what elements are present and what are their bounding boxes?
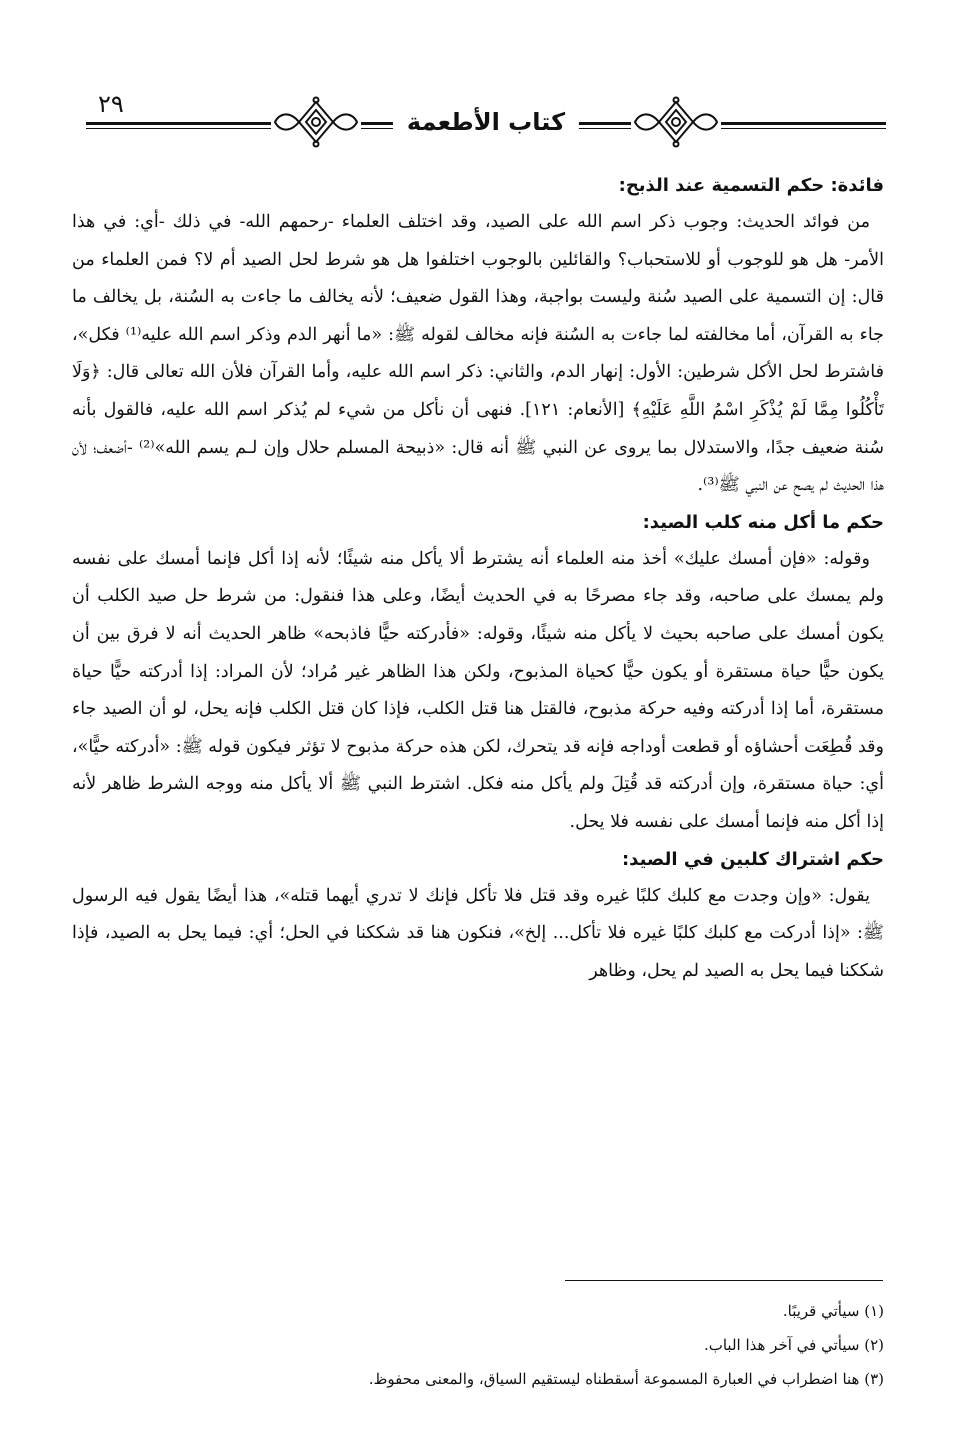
main-text [72, 168, 884, 990]
footnote-separator [565, 1280, 883, 1281]
page-number: ٢٩ [98, 90, 124, 118]
section-heading: حكم اشتراك كلبين في الصيد: [621, 848, 884, 870]
ornament-icon [271, 96, 361, 148]
paragraph: يقول: «وإن وجدت مع كلبك كلبًا غيره وقد قتل فلا تأكل فإنك لا تدري أيهما قتله»، هذا أيضًا يقول فيه الرسول ﷺ: «إذا أدركت مع كلبك كلبًا غيره فلا تأكل... إلخ»، فنكون هنا قد شككنا في الحل؛ أي: فيما يحل به الصيد، فإذا شككنا فيما يحل به الصيد لم يحل، وظاهر [72, 885, 884, 981]
section-heading: حكم ما أكل منه كلب الصيد: [642, 511, 884, 533]
footnote: (٣) هنا اضطراب في العبارة المسموعة أسقطناه ليستقيم السياق، والمعنى محفوظ. [368, 1370, 884, 1388]
ornament-icon [631, 96, 721, 148]
page-header [86, 88, 886, 148]
footnotes [72, 1294, 884, 1396]
footnote: (١) سيأتي قريبًا. [782, 1302, 884, 1320]
paragraph: وقوله: «فإن أمسك عليك» أخذ منه العلماء أنه يشترط ألا يأكل منه شيئًا؛ لأنه إذا أكل فإنما أمسك على نفسه ولم يمسك على صاحبه، وقد جاء مصرحًا به في الحديث أيضًا، وعلى هذا فنقول: من شرط حل صيد الكلب أن يكون أمسك على صاحبه بحيث لا يأكل منه شيئًا، وقوله: «فأدركته حيًّا فاذبحه» ظاهر الحديث أنه لا فرق بين أن يكون حيًّا حياة مستقرة أو يكون حيًّا كحياة المذبوح، ولكن هذا الظاهر غير مُراد؛ لأن المراد: إذا أدركته حيًّا حياة مستقرة، أما إذا أدركته وفيه حركة مذبوح، فالقتل هنا قتل الكلب، فإذا كان قتل الكلب فإنه يحل، لو أن الصيد جاء وقد قُطِعَت أحشاؤه أو قطعت أوداجه فإنه قد يتحرك، لكن هذه حركة مذبوح لا تؤثر فيكون قوله ﷺ: «أدركته حيًّا»، أي: حياة مستقرة، وإن أدركته قد قُتِلَ ولم يأكل منه فكل. اشترط النبي ﷺ ألا يأكل منه ووجه الشرط ظاهر لأنه إذا أكل منه فإنما أمسك على نفسه فلا يحل. [71, 548, 884, 832]
section-heading: فائدة: حكم التسمية عند الذبح: [618, 175, 884, 196]
footnote: (٢) سيأتي في آخر هذا الباب. [703, 1336, 884, 1354]
running-title: كتاب الأطعمة [393, 108, 579, 136]
paragraph: من فوائد الحديث: وجوب ذكر اسم الله على الصيد، وقد اختلف العلماء -رحمهم الله- في ذلك -أي: في هذا الأمر- هل هو للوجوب أو للاستحباب؟ والقائلين بالوجوب اختلفوا هل هو شرط لحل الصيد أم لا؟ فمن العلماء من قال: إن التسمية على الصيد سُنة وليست بواجبة، وهذا القول ضعيف؛ لأنه يخالف ما جاءت به السُنة، بل يخالف ما جاء به القرآن، أما مخالفته لما جاءت به السُنة فإنه مخالف لقوله ﷺ: «ما أنهر الدم وذكر اسم الله عليه⁽¹⁾ فكل»، فاشترط لحل الأكل شرطين: الأول: إنهار الدم، والثاني: ذكر اسم الله عليه، وأما القرآن فلأن الله تعالى قال: ﴿وَلَا تَأْكُلُوا مِمَّا لَمْ يُذْكَرِ اسْمُ اللَّهِ عَلَيْهِ﴾ [الأنعام: ١٢١]. فنهى أن نأكل من شيء لم يُذكر اسم الله عليه، فالقول بأنه سُنة ضعيف جدًا، والاستدلال بما يروى عن النبي ﷺ أنه قال: «ذبيحة المسلم حلال وإن لـم يسم الله»⁽²⁾ -أضعف؛ لأن هذا الحديث لم يصح عن النبي ﷺ⁽³⁾. [72, 212, 885, 496]
